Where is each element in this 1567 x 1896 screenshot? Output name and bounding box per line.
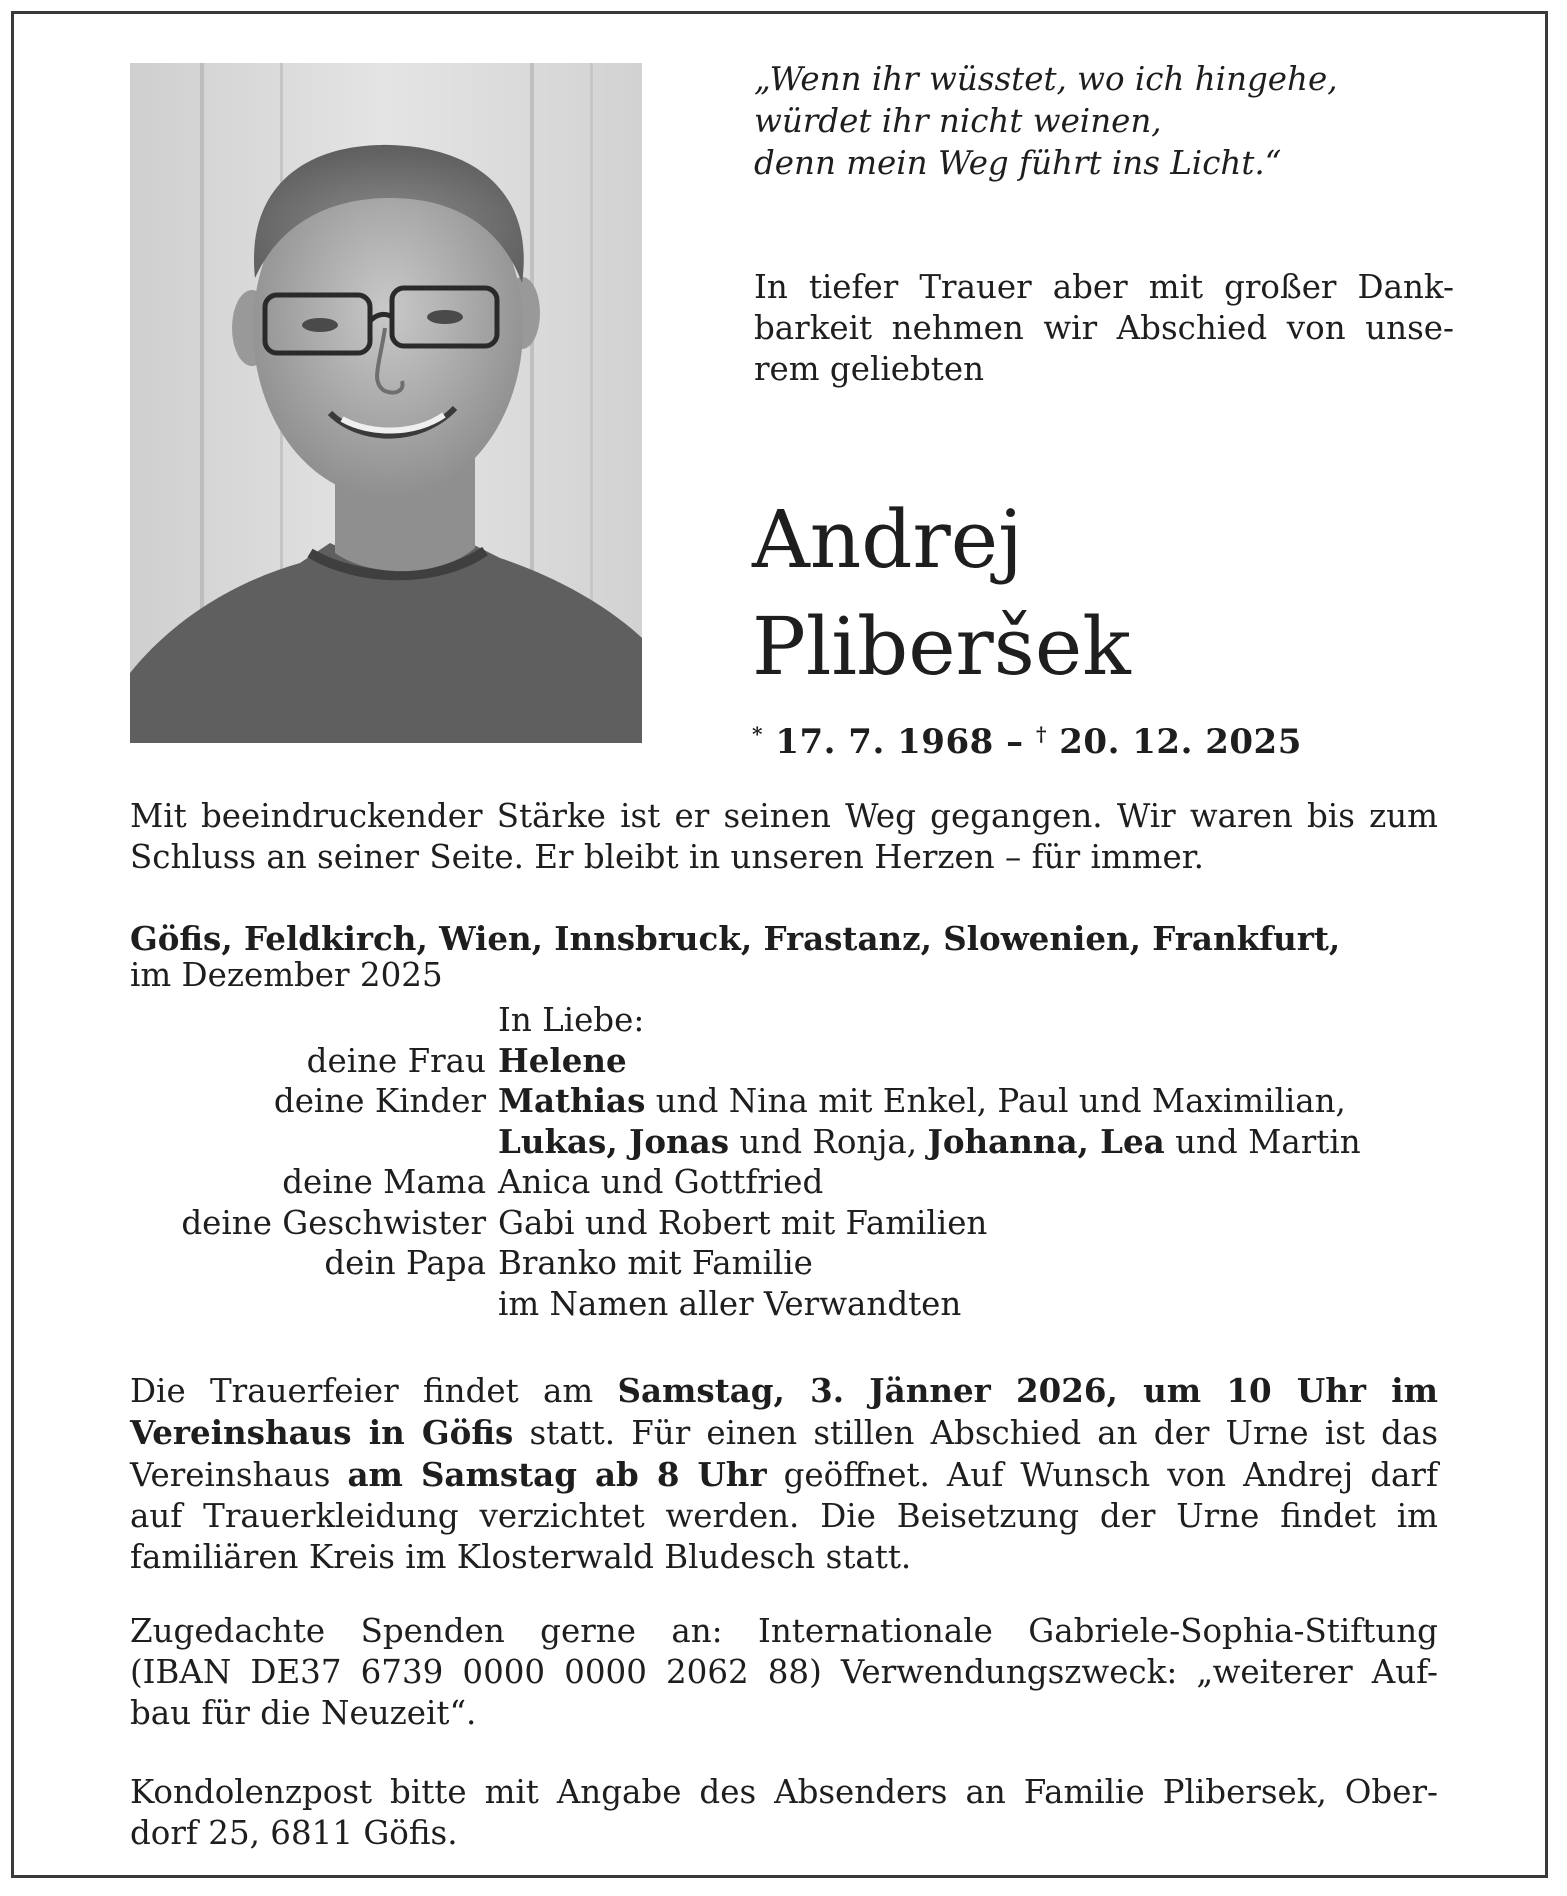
child-family: und Martin (1164, 1122, 1361, 1161)
ceremony-text-part: Die Trauerfeier findet am (130, 1372, 618, 1410)
donations-line: bau für die Neuzeit“. (130, 1694, 477, 1732)
ceremony-line: auf Trauerkleidung verzichtet werden. Die Beisetzung der Urne findet im (130, 1497, 1438, 1535)
tribute-line: Mit beeindruckender Stärke ist er seinen Weg gegangen. Wir waren bis zum (130, 797, 1438, 835)
relative-row (130, 1203, 1470, 1244)
donations-line: Zugedachte Spenden gerne an: Internationale Gabriele-Sophia-Stiftung (130, 1612, 1438, 1650)
relative-name: Anica und Gottfried (498, 1163, 824, 1201)
ceremony-line: familiären Kreis im Klosterwald Bludesch statt. (130, 1538, 912, 1576)
intro-line: In tiefer Trauer aber mit großer Dank- (754, 268, 1454, 306)
relative-name: Branko mit Familie (498, 1244, 813, 1282)
ceremony-line (130, 1454, 1438, 1496)
ceremony-date: Samstag, 3. Jänner 2026, um 10 Uhr im (617, 1371, 1439, 1410)
relative-name: Helene (498, 1040, 627, 1080)
relative-row (130, 1162, 1470, 1203)
relative-row (130, 1284, 1470, 1325)
epitaph-quote (754, 58, 1474, 184)
last-name: Pliberšek (752, 600, 1131, 693)
relatives-list (130, 1000, 1470, 1324)
relative-label: deine Kinder (273, 1082, 486, 1120)
relative-name (498, 1081, 1346, 1122)
tribute-text (130, 796, 1438, 878)
first-name: Andrej (752, 493, 1023, 586)
child-family: und Nina mit Enkel, Paul und Maximilian, (645, 1082, 1346, 1120)
life-dates (752, 712, 1302, 764)
child-name: Mathias (498, 1081, 646, 1120)
relative-label: deine Mama (282, 1163, 486, 1201)
ceremony-line (130, 1370, 1438, 1412)
date-separator: – (993, 722, 1036, 762)
relatives-heading: In Liebe: (498, 1001, 645, 1039)
child-name: Johanna, Lea (927, 1121, 1165, 1161)
deceased-name (752, 486, 1131, 700)
ceremony-text-part: Vereinshaus (130, 1456, 348, 1494)
mourning-intro (754, 267, 1454, 390)
child-family: und Ronja, (729, 1122, 928, 1161)
tribute-line: Schluss an seiner Seite. Er bleibt in unseren Herzen – für immer. (130, 838, 1205, 876)
relatives-heading-row (130, 1000, 1470, 1041)
relatives-all: im Namen aller Verwandten (498, 1284, 962, 1323)
relative-name: Gabi und Robert mit Familien (498, 1203, 988, 1242)
condolence-text (130, 1772, 1438, 1854)
ceremony-location: Vereinshaus in Göfis (130, 1413, 514, 1452)
relative-name (498, 1122, 1361, 1163)
intro-line: rem geliebten (754, 350, 985, 388)
ceremony-line (130, 1412, 1438, 1454)
donations-text (130, 1611, 1438, 1734)
birth-date: 17. 7. 1968 (775, 722, 994, 762)
condolence-line: Kondolenzpost bitte mit Angabe des Absenders an Familie Plibersek, Ober- (130, 1773, 1438, 1811)
places-month: im Dezember 2025 (130, 956, 443, 994)
quote-line: „Wenn ihr wüsstet, wo ich hingehe, (754, 60, 1338, 98)
ceremony-opening-time: am Samstag ab 8 Uhr (347, 1455, 767, 1494)
relative-row (130, 1122, 1470, 1163)
relative-row (130, 1081, 1470, 1122)
portrait-photo (130, 63, 642, 743)
places-towns: Göfis, Feldkirch, Wien, Innsbruck, Frastanz, Slowenien, Frankfurt, (130, 919, 1341, 958)
child-name: Lukas, Jonas (498, 1121, 730, 1161)
birth-symbol: * (752, 722, 763, 746)
quote-line: würdet ihr nicht weinen, (754, 102, 1162, 140)
relative-label: dein Papa (324, 1244, 486, 1282)
condolence-line: dorf 25, 6811 Göfis. (130, 1814, 458, 1852)
donations-line: (IBAN DE37 6739 0000 0000 2062 88) Verwendungszweck: „weiterer Auf- (130, 1653, 1438, 1691)
death-date: 20. 12. 2025 (1059, 722, 1302, 762)
death-symbol: † (1035, 722, 1047, 746)
ceremony-text-part: statt. Für einen stillen Abschied an der Urne ist das (513, 1414, 1439, 1452)
relative-row (130, 1243, 1470, 1284)
ceremony-text (130, 1370, 1438, 1578)
ceremony-text-part: geöffnet. Auf Wunsch von Andrej darf (766, 1456, 1438, 1494)
quote-line: denn mein Weg führt ins Licht.“ (754, 144, 1282, 182)
relative-row (130, 1041, 1470, 1082)
relative-label: deine Frau (306, 1041, 486, 1080)
intro-line: barkeit nehmen wir Abschied von unse- (754, 309, 1454, 347)
places-block (130, 918, 1438, 996)
relative-label: deine Geschwister (181, 1203, 486, 1242)
